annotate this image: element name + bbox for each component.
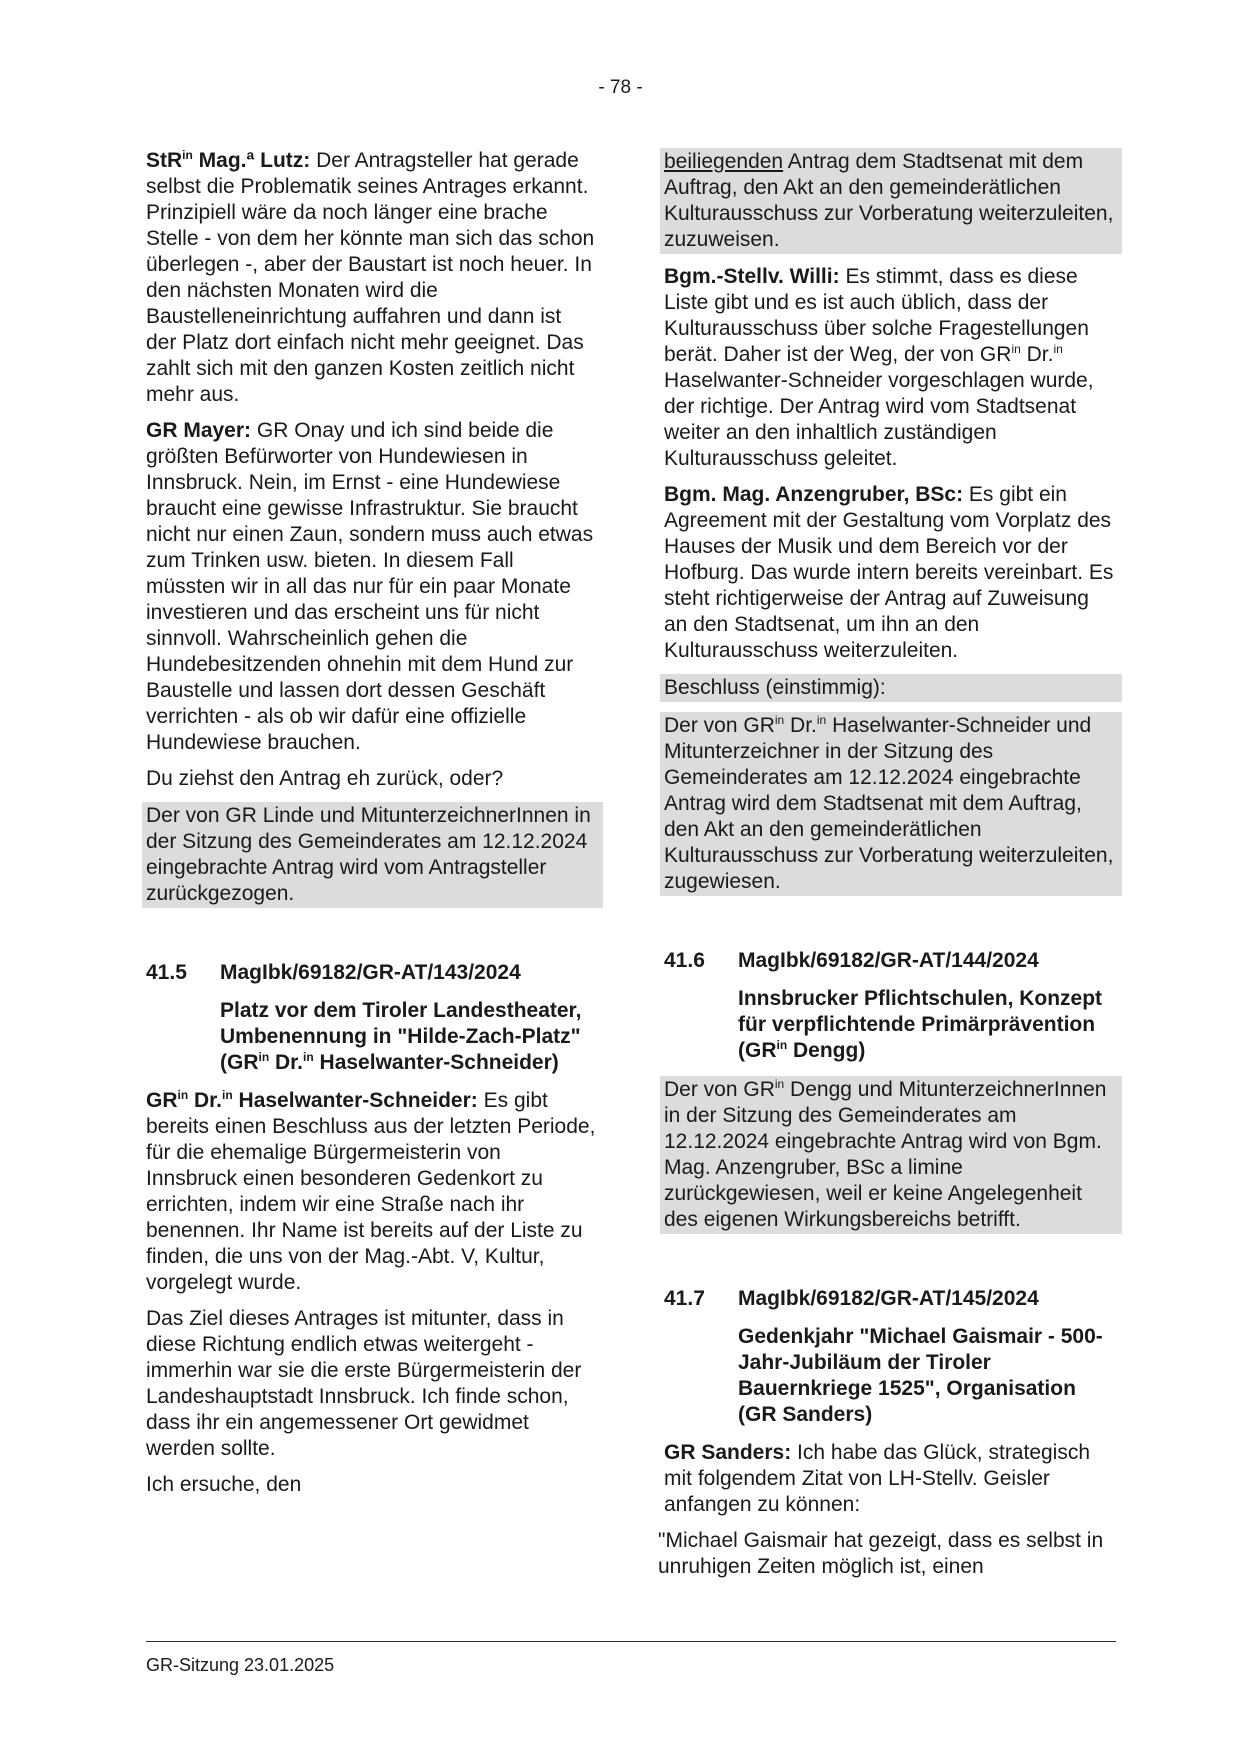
paragraph-question: Du ziehst den Antrag eh zurück, oder?	[146, 767, 504, 790]
resolution-label: Beschluss (einstimmig):	[660, 674, 1122, 702]
speaker-mayer: GR Mayer:	[146, 419, 252, 442]
resolution-assigned: Der von $GR^{in}$ Dr.$^{in}$ Haselwanter-Schneider und Mitunterzeichner in der Sitzung des Gemeinderates am 12.12.2024 eingebrachte Antrag wird dem Stadtsenat mit dem Auftrag, den Akt an den gemeinderätlichen Kulturausschuss zur Vorberatung weiterzuleiten, zugewiesen.	[660, 712, 1122, 896]
paragraph-haselwanter: $GR^{in}$ Dr.$^{in}$ Haselwanter-Schneider: Es gibt bereits einen Beschluss aus der letzten Periode, für die ehemalige Bürgermeisterin von Innsbruck einen besonderen Gedenkort zu errichten, indem wir eine Straße nach ihr benennen. Ihr Name ist bereits auf der Liste zu finden, die uns von der Mag.-Abt. V, Kultur, vorgelegt wurde.	[146, 1088, 596, 1294]
agenda-number: 41.6	[664, 949, 705, 972]
paragraph-lutz: StR$^{in}$ Mag.ª Lutz: Der Antragsteller hat gerade selbst die Problematik seines Antrages erkannt. Prinzipiell wäre da noch länger eine brache Stelle - von dem her könnte man sich das schon überlegen -, aber der Baustart ist noch heuer. In den nächsten Monaten wird die Baustelleneinrichtung auffahren und dann ist der Platz dort einfach nicht mehr geeignet. Das zahlt sich mit den ganzen Kosten zeitlich nicht mehr aus.	[146, 148, 595, 406]
speaker-anzengruber: Bgm. Mag. Anzengruber, BSc:	[664, 483, 964, 506]
paragraph-mayer: GR Mayer: GR Onay und ich sind beide die größten Befürworter von Hundewiesen in Innsbruck. Nein, im Ernst - eine Hundewiese braucht eine gewisse Infrastruktur. Sie braucht nicht nur einen Zaun, sondern muss auch etwas zum Trinken usw. bieten. In diesem Fall müssten wir in all das nur für ein paar Monate investieren und das erscheint uns für nicht sinnvoll. Wahrscheinlich gehen die Hundebesitzenden ohnehin mit dem Hund zur Baustelle und lassen dort dessen Geschäft verrichten - als ob wir dafür eine offizielle Hundewiese brauchen.	[146, 419, 594, 754]
left-column	[146, 148, 597, 1508]
agenda-item-41-6	[664, 948, 1116, 974]
agenda-reference: MagIbk/69182/GR-AT/144/2024	[738, 949, 1039, 972]
agenda-title: Platz vor dem Tiroler Landestheater, Umbenennung in "Hilde-Zach-Platz" ($GR^{in}$ Dr.$^{in}$ Haselwanter-Schneider)	[220, 999, 582, 1074]
resolution-withdrawn: Der von GR Linde und MitunterzeichnerInnen in der Sitzung des Gemeinderates am 12.12.2024 eingebrachte Antrag wird vom Antragsteller zurückgezogen.	[142, 802, 603, 908]
footer-text: GR-Sitzung 23.01.2025	[146, 1655, 335, 1675]
request-continuation: beiliegenden Antrag dem Stadtsenat mit dem Auftrag, den Akt an den gemeinderätlichen Kulturausschuss zur Vorberatung weiterzuleiten, zuzuweisen.	[660, 148, 1122, 254]
agenda-reference: MagIbk/69182/GR-AT/145/2024	[738, 1287, 1039, 1310]
quote-gaismair: "Michael Gaismair hat gezeigt, dass es selbst in unruhigen Zeiten möglich ist, einen	[658, 1529, 1104, 1578]
agenda-number: 41.5	[146, 961, 187, 984]
paragraph-goal: Das Ziel dieses Antrages ist mitunter, dass in diese Richtung endlich etwas weitergeht - immerhin war sie die erste Bürgermeisterin der Landeshauptstadt Innsbruck. Ich finde schon, dass ihr ein angemessener Ort gewidmet werden sollte.	[146, 1307, 582, 1460]
agenda-item-41-5	[146, 960, 597, 986]
agenda-reference: MagIbk/69182/GR-AT/143/2024	[220, 961, 521, 984]
speaker-lutz: StR$^{in}$ Mag.ª Lutz:	[146, 148, 311, 172]
resolution-rejected: Der von $GR^{in}$ Dengg und MitunterzeichnerInnen in der Sitzung des Gemeinderates am 12.12.2024 eingebrachte Antrag wird von Bgm. Mag. Anzengruber, BSc a limine zurückgewiesen, weil er keine Angelegenheit des eigenen Wirkungsbereichs betrifft.	[660, 1076, 1122, 1234]
agenda-title: Innsbrucker Pflichtschulen, Konzept für verpflichtende Primärprävention ($GR^{in}$ Dengg)	[738, 987, 1103, 1062]
speaker-willi: Bgm.-Stellv. Willi:	[664, 265, 840, 288]
right-column	[658, 148, 1116, 1590]
footer-divider	[146, 1641, 1116, 1642]
paragraph-request: Ich ersuche, den	[146, 1473, 302, 1496]
page-number: - 78 -	[598, 77, 643, 98]
speaker-haselwanter: $GR^{in}$ Dr.$^{in}$ Haselwanter-Schneider:	[146, 1088, 478, 1112]
paragraph-willi: Bgm.-Stellv. Willi: Es stimmt, dass es diese Liste gibt und es ist auch üblich, dass der Kulturausschuss über solche Fragestellungen berät. Daher ist der Weg, der von $GR^{in}$ Dr.$^{in}$ Haselwanter-Schneider vorgeschlagen wurde, der richtige. Der Antrag wird vom Stadtsenat weiter an den inhaltlich zuständigen Kulturausschuss geleitet.	[664, 265, 1094, 470]
paragraph-sanders: GR Sanders: Ich habe das Glück, strategisch mit folgendem Zitat von LH-Stellv. Geisler anfangen zu können:	[664, 1441, 1091, 1516]
agenda-item-41-7	[664, 1286, 1116, 1312]
agenda-number: 41.7	[664, 1287, 705, 1310]
paragraph-anzengruber: Bgm. Mag. Anzengruber, BSc: Es gibt ein Agreement mit der Gestaltung vom Vorplatz des Hauses der Musik und dem Bereich vor der Hofburg. Das wurde intern bereits vereinbart. Es steht richtigerweise der Antrag auf Zuweisung an den Stadtsenat, um ihn an den Kulturausschuss weiterzuleiten.	[664, 483, 1114, 662]
speaker-sanders: GR Sanders:	[664, 1441, 792, 1464]
agenda-title: Gedenkjahr "Michael Gaismair - 500-Jahr-Jubiläum der Tiroler Bauernkriege 1525", Organisation (GR Sanders)	[738, 1325, 1103, 1426]
